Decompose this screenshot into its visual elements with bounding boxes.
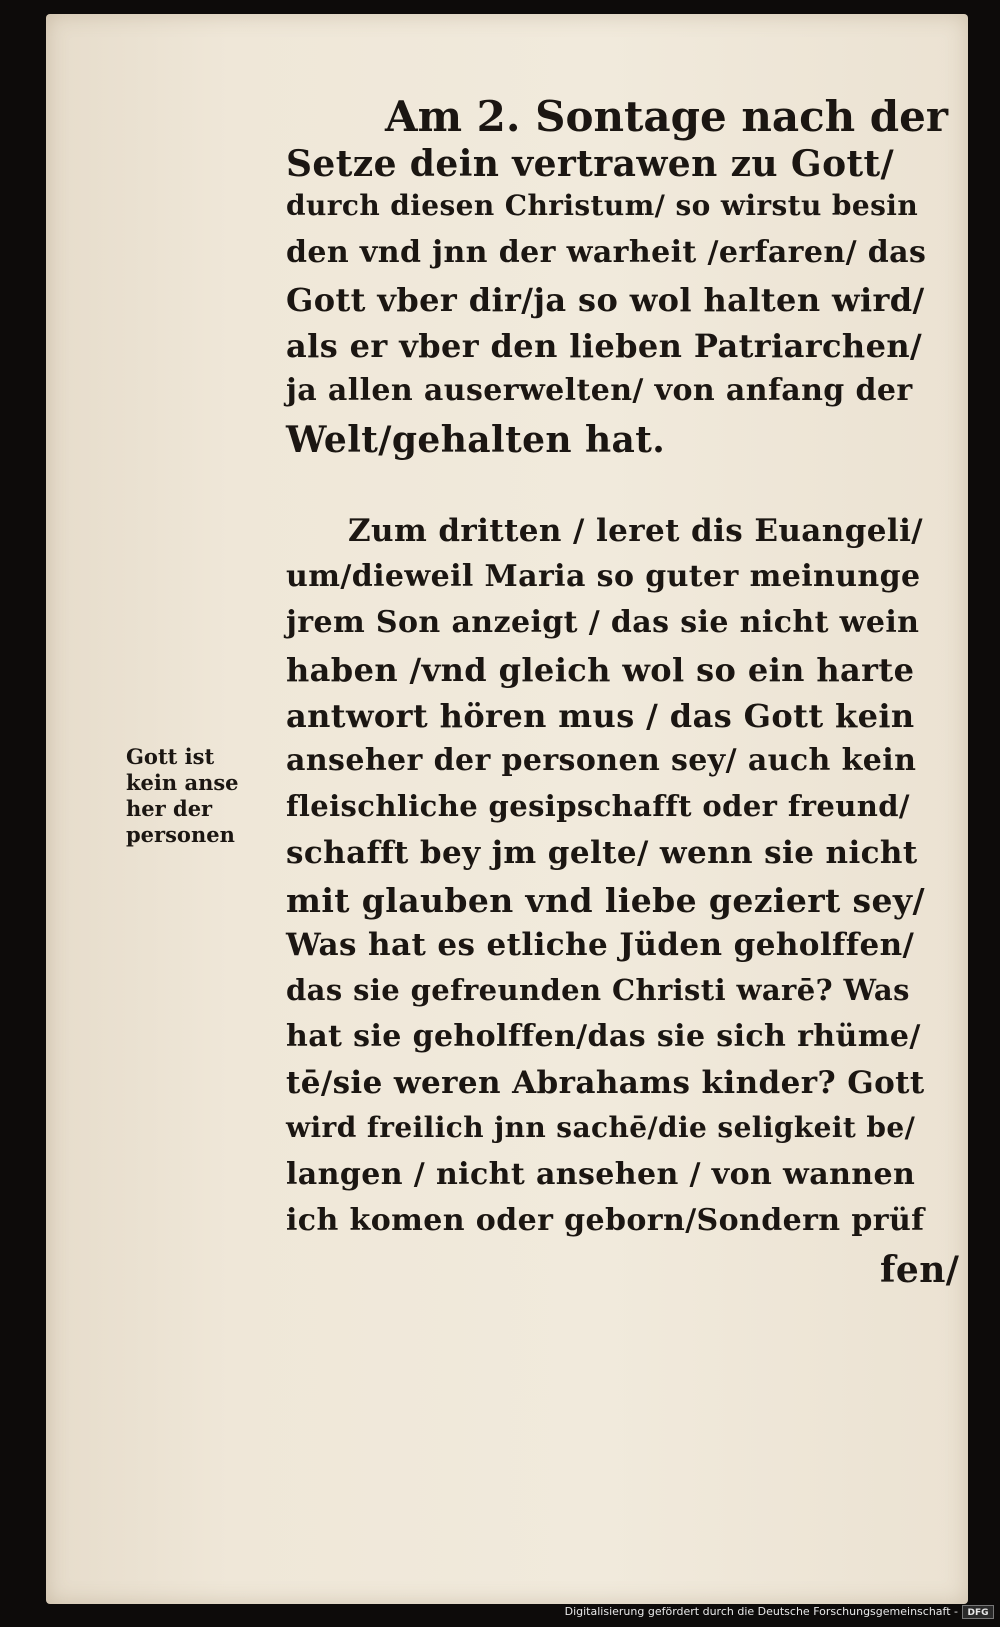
text-line: durch diesen Christum/ so wirstu besin xyxy=(286,189,919,222)
text-line: Zum dritten / leret dis Euangeli/ xyxy=(348,513,923,549)
text-line: anseher der personen sey/ auch kein xyxy=(286,743,917,778)
dfg-logo: DFG xyxy=(962,1605,994,1619)
marginal-note-line: Gott ist xyxy=(126,744,215,769)
text-line: fleischliche gesipschafft oder freund/ xyxy=(286,789,910,823)
text-line: Welt/gehalten hat. xyxy=(286,419,666,461)
marginal-note-line: her der xyxy=(126,796,213,821)
text-line: hat sie geholffen/das sie sich rhüme/ xyxy=(286,1019,921,1054)
catchword: fen/ xyxy=(880,1249,960,1291)
text-line: als er vber den lieben Patriarchen/ xyxy=(286,327,923,365)
marginal-note-line: personen xyxy=(126,822,235,847)
text-line: um/dieweil Maria so guter meinunge xyxy=(286,559,921,594)
text-line: tē/sie weren Abrahams kinder? Gott xyxy=(286,1065,925,1101)
text-line: langen / nicht ansehen / von wannen xyxy=(286,1157,916,1192)
text-line: Was hat es etliche Jüden geholffen/ xyxy=(286,927,915,963)
text-line: haben /vnd gleich wol so ein harte xyxy=(286,651,915,689)
text-line: wird freilich jnn sachē/die seligkeit be/ xyxy=(286,1111,916,1144)
text-line: ja allen auserwelten/ von anfang der xyxy=(286,373,913,408)
text-line: mit glauben vnd liebe geziert sey/ xyxy=(286,881,925,920)
marginal-note-line: kein anse xyxy=(126,770,239,795)
text-line: das sie gefreunden Christi warē? Was xyxy=(286,973,910,1007)
digitization-credit: Digitalisierung gefördert durch die Deutsche Forschungsgemeinschaft - xyxy=(564,1605,958,1618)
text-line: jrem Son anzeigt / das sie nicht wein xyxy=(286,605,920,640)
text-line: Setze dein vertrawen zu Gott/ xyxy=(286,143,895,185)
text-line: ich komen oder geborn/Sondern prüf xyxy=(286,1203,925,1238)
page-heading: Am 2. Sontage nach der xyxy=(385,92,949,141)
text-line: Gott vber dir/ja so wol halten wird/ xyxy=(286,281,925,319)
text-line: schafft bey jm gelte/ wenn sie nicht xyxy=(286,835,918,871)
text-line: antwort hören mus / das Gott kein xyxy=(286,697,915,735)
text-line: den vnd jnn der warheit /erfaren/ das xyxy=(286,235,927,270)
